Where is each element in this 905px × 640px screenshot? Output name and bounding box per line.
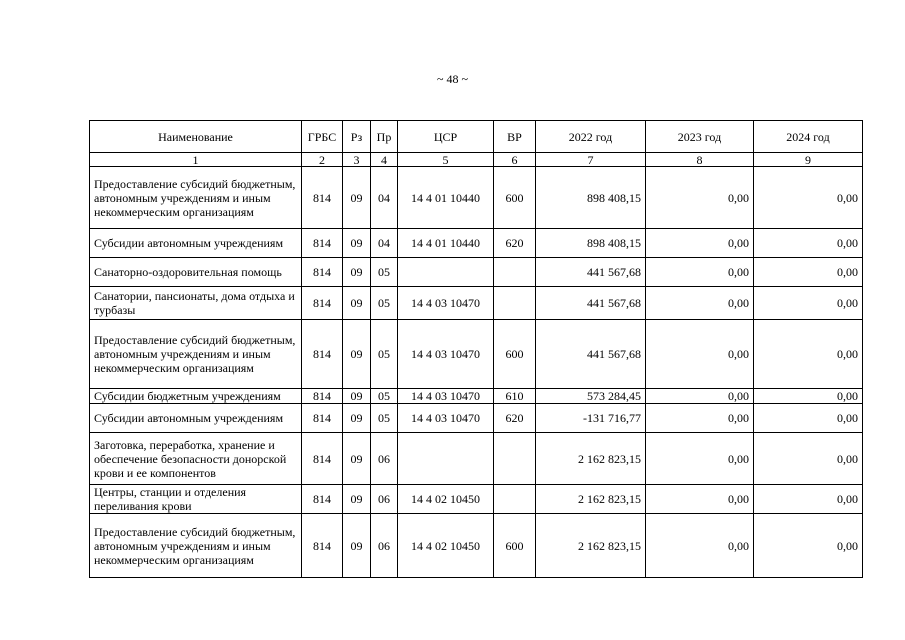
- row-name: Заготовка, переработка, хранение и обеспечение безопасности донорской крови и ее компонентов: [90, 433, 302, 485]
- row-name: Субсидии автономным учреждениям: [90, 229, 302, 258]
- row-pr: 06: [371, 485, 398, 514]
- table-row: [90, 389, 863, 404]
- row-amount-2024: 0,00: [754, 258, 863, 287]
- row-amount-2024: 0,00: [754, 167, 863, 229]
- row-amount-2024: 0,00: [754, 389, 863, 404]
- row-csr: 14 4 03 10470: [398, 320, 494, 389]
- row-rz: 09: [343, 287, 371, 320]
- header-2022: 2022 год: [536, 121, 646, 153]
- row-rz: 09: [343, 258, 371, 287]
- row-vr: 620: [494, 404, 536, 433]
- row-name: Субсидии автономным учреждениям: [90, 404, 302, 433]
- row-pr: 05: [371, 389, 398, 404]
- header-2024: 2024 год: [754, 121, 863, 153]
- header-rz: Рз: [343, 121, 371, 153]
- row-vr: 600: [494, 514, 536, 578]
- row-vr: 620: [494, 229, 536, 258]
- header-name: Наименование: [90, 121, 302, 153]
- row-rz: 09: [343, 485, 371, 514]
- table-row: [90, 514, 863, 578]
- row-pr: 05: [371, 287, 398, 320]
- row-amount-2023: 0,00: [646, 389, 754, 404]
- row-vr: 600: [494, 320, 536, 389]
- row-vr: [494, 258, 536, 287]
- table-row: [90, 404, 863, 433]
- row-amount-2023: 0,00: [646, 433, 754, 485]
- column-number-row: [90, 153, 863, 167]
- row-pr: 04: [371, 229, 398, 258]
- row-vr: 610: [494, 389, 536, 404]
- row-amount-2022: 441 567,68: [536, 287, 646, 320]
- row-vr: [494, 433, 536, 485]
- row-csr: 14 4 02 10450: [398, 514, 494, 578]
- row-amount-2022: 573 284,45: [536, 389, 646, 404]
- row-amount-2022: 2 162 823,15: [536, 514, 646, 578]
- row-name: Предоставление субсидий бюджетным, автономным учреждениям и иным некоммерческим организациям: [90, 514, 302, 578]
- row-name: Предоставление субсидий бюджетным, автономным учреждениям и иным некоммерческим организациям: [90, 167, 302, 229]
- row-amount-2023: 0,00: [646, 258, 754, 287]
- row-amount-2022: 2 162 823,15: [536, 433, 646, 485]
- row-amount-2023: 0,00: [646, 287, 754, 320]
- column-number: 7: [536, 153, 646, 167]
- row-rz: 09: [343, 389, 371, 404]
- budget-table: [89, 120, 863, 578]
- row-vr: [494, 485, 536, 514]
- row-grbs: 814: [302, 287, 343, 320]
- column-number: 6: [494, 153, 536, 167]
- table-row: [90, 320, 863, 389]
- row-grbs: 814: [302, 389, 343, 404]
- row-csr: [398, 433, 494, 485]
- row-grbs: 814: [302, 320, 343, 389]
- row-grbs: 814: [302, 433, 343, 485]
- row-amount-2024: 0,00: [754, 320, 863, 389]
- table-row: [90, 258, 863, 287]
- row-rz: 09: [343, 167, 371, 229]
- header-2023: 2023 год: [646, 121, 754, 153]
- row-csr: [398, 258, 494, 287]
- row-amount-2022: -131 716,77: [536, 404, 646, 433]
- header-csr: ЦСР: [398, 121, 494, 153]
- row-grbs: 814: [302, 167, 343, 229]
- row-amount-2024: 0,00: [754, 514, 863, 578]
- row-pr: 06: [371, 433, 398, 485]
- row-amount-2024: 0,00: [754, 229, 863, 258]
- row-amount-2022: 441 567,68: [536, 320, 646, 389]
- column-number: 1: [90, 153, 302, 167]
- row-amount-2024: 0,00: [754, 404, 863, 433]
- header-pr: Пр: [371, 121, 398, 153]
- row-amount-2023: 0,00: [646, 167, 754, 229]
- row-amount-2023: 0,00: [646, 514, 754, 578]
- column-number: 5: [398, 153, 494, 167]
- row-vr: 600: [494, 167, 536, 229]
- row-name: Предоставление субсидий бюджетным, автономным учреждениям и иным некоммерческим организациям: [90, 320, 302, 389]
- row-name: Субсидии бюджетным учреждениям: [90, 389, 302, 404]
- row-amount-2024: 0,00: [754, 485, 863, 514]
- row-amount-2022: 898 408,15: [536, 229, 646, 258]
- row-vr: [494, 287, 536, 320]
- row-pr: 05: [371, 404, 398, 433]
- header-row: [90, 121, 863, 153]
- row-amount-2022: 441 567,68: [536, 258, 646, 287]
- table-row: [90, 287, 863, 320]
- row-csr: 14 4 03 10470: [398, 287, 494, 320]
- row-grbs: 814: [302, 514, 343, 578]
- row-name: Санатории, пансионаты, дома отдыха и турбазы: [90, 287, 302, 320]
- row-csr: 14 4 03 10470: [398, 389, 494, 404]
- row-name: Санаторно-оздоровительная помощь: [90, 258, 302, 287]
- row-amount-2022: 898 408,15: [536, 167, 646, 229]
- row-csr: 14 4 02 10450: [398, 485, 494, 514]
- row-grbs: 814: [302, 258, 343, 287]
- column-number: 8: [646, 153, 754, 167]
- table-row: [90, 229, 863, 258]
- column-number: 4: [371, 153, 398, 167]
- row-csr: 14 4 01 10440: [398, 167, 494, 229]
- row-rz: 09: [343, 229, 371, 258]
- row-pr: 05: [371, 320, 398, 389]
- row-rz: 09: [343, 404, 371, 433]
- row-rz: 09: [343, 514, 371, 578]
- table-row: [90, 485, 863, 514]
- row-amount-2024: 0,00: [754, 287, 863, 320]
- row-pr: 05: [371, 258, 398, 287]
- row-csr: 14 4 01 10440: [398, 229, 494, 258]
- row-amount-2024: 0,00: [754, 433, 863, 485]
- column-number: 2: [302, 153, 343, 167]
- header-vr: ВР: [494, 121, 536, 153]
- row-grbs: 814: [302, 485, 343, 514]
- table-row: [90, 433, 863, 485]
- row-rz: 09: [343, 320, 371, 389]
- row-amount-2023: 0,00: [646, 404, 754, 433]
- row-pr: 04: [371, 167, 398, 229]
- row-amount-2023: 0,00: [646, 320, 754, 389]
- row-rz: 09: [343, 433, 371, 485]
- row-grbs: 814: [302, 229, 343, 258]
- row-grbs: 814: [302, 404, 343, 433]
- row-amount-2023: 0,00: [646, 485, 754, 514]
- row-pr: 06: [371, 514, 398, 578]
- row-name: Центры, станции и отделения переливания крови: [90, 485, 302, 514]
- column-number: 3: [343, 153, 371, 167]
- page-number: ~ 48 ~: [437, 72, 468, 86]
- column-number: 9: [754, 153, 863, 167]
- table-row: [90, 167, 863, 229]
- row-csr: 14 4 03 10470: [398, 404, 494, 433]
- header-grbs: ГРБС: [302, 121, 343, 153]
- row-amount-2022: 2 162 823,15: [536, 485, 646, 514]
- row-amount-2023: 0,00: [646, 229, 754, 258]
